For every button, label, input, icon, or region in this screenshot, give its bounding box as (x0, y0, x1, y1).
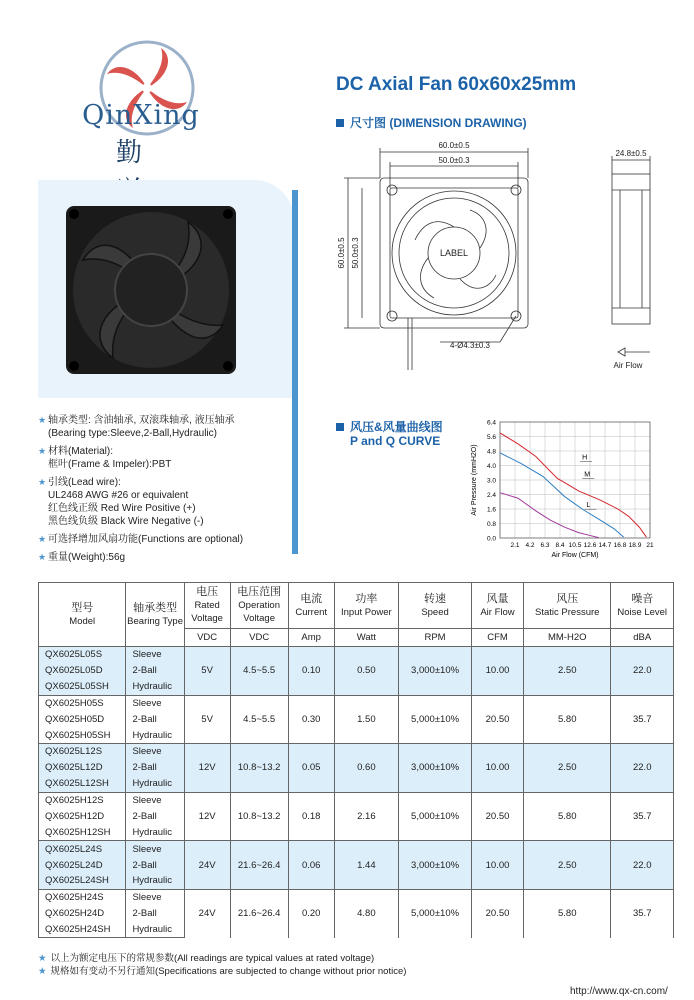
table-cell: Sleeve (126, 647, 184, 663)
x-tick-label: 8.4 (555, 542, 565, 549)
footnote-1: ★ 以上为额定电压下的常规参数(All readings are typical values at rated voltage) (38, 953, 375, 964)
unit-cell: VDC (184, 629, 230, 647)
brand-name-cn: 勤 (115, 138, 166, 168)
pq-section-title: 风压&风量曲线图 (336, 418, 443, 435)
table-row (39, 695, 674, 711)
y-tick-label: 2.4 (486, 492, 496, 499)
table-cell: 35.7 (611, 792, 674, 841)
table-row (39, 792, 674, 808)
spec-material: ★ 材料(Material): 框叶(Frame & Impeler):PBT (38, 446, 172, 470)
width-outer-dim: 60.0±0.5 (438, 141, 470, 150)
x-tick-label: 2.1 (510, 542, 520, 549)
col-header: 功率 Input Power (334, 583, 399, 629)
table-cell: Hydraulic (126, 679, 184, 695)
col-header: 风压 Static Pressure (524, 583, 611, 629)
col-header: 电压范围 Operation Voltage (230, 583, 288, 629)
unit-cell: CFM (471, 629, 523, 647)
spec-functions: ★ 可选择增加风扇功能(Functions are optional) (38, 534, 244, 545)
y-tick-label: 0.8 (486, 521, 496, 528)
table-cell: 0.50 (334, 647, 399, 696)
table-cell: QX6025L05D (39, 663, 126, 679)
table-cell: 12V (184, 792, 230, 841)
table-cell: 21.6~26.4 (230, 889, 288, 938)
table-cell: 24V (184, 841, 230, 890)
table-cell: Hydraulic (126, 727, 184, 743)
table-cell: 10.00 (471, 841, 523, 890)
table-cell: 3,000±10% (399, 841, 472, 890)
y-tick-label: 1.6 (486, 506, 496, 514)
decorative-bar (292, 190, 298, 554)
table-cell: 2-Ball (126, 808, 184, 824)
table-cell: 2.50 (524, 841, 611, 890)
product-photo-panel (38, 180, 294, 398)
table-cell: 0.18 (288, 792, 334, 841)
table-cell: 10.8~13.2 (230, 744, 288, 793)
table-cell: Hydraulic (126, 825, 184, 841)
table-cell: 10.00 (471, 744, 523, 793)
table-cell: 21.6~26.4 (230, 841, 288, 890)
width-inner-dim: 50.0±0.3 (438, 156, 470, 165)
table-cell: 0.05 (288, 744, 334, 793)
height-inner-dim: 50.0±0.3 (351, 237, 360, 269)
col-header: 电流 Current (288, 583, 334, 629)
y-tick-label: 0.0 (486, 535, 496, 543)
table-cell: 2.50 (524, 744, 611, 793)
table-cell: 0.30 (288, 695, 334, 744)
table-cell: QX6025H24D (39, 906, 126, 922)
table-cell: QX6025L05SH (39, 679, 126, 695)
table-cell: QX6025H12S (39, 792, 126, 808)
table-cell: 5,000±10% (399, 792, 472, 841)
y-axis-label: Air Pressure (mmH2O) (471, 444, 478, 516)
x-tick-label: 14.7 (598, 542, 612, 549)
x-tick-label: 6.3 (540, 542, 550, 549)
table-cell: 1.50 (334, 695, 399, 744)
table-cell: 3,000±10% (399, 647, 472, 696)
table-cell: 20.50 (471, 695, 523, 744)
table-row (39, 889, 674, 905)
table-cell: 10.00 (471, 647, 523, 696)
unit-cell: VDC (230, 629, 288, 647)
x-tick-label: 18.9 (628, 542, 642, 549)
table-cell: 5,000±10% (399, 695, 472, 744)
table-cell: 0.10 (288, 647, 334, 696)
table-cell: 20.50 (471, 889, 523, 938)
table-cell: 2.50 (524, 647, 611, 696)
table-cell: QX6025H05SH (39, 727, 126, 743)
table-row (39, 744, 674, 760)
fan-photo (38, 180, 294, 398)
table-cell: QX6025L24S (39, 841, 126, 857)
table-cell: QX6025L12D (39, 760, 126, 776)
table-cell: 2-Ball (126, 760, 184, 776)
airflow-label: Air Flow (613, 361, 643, 370)
table-cell: QX6025H24SH (39, 922, 126, 938)
x-tick-label: 12.6 (583, 542, 597, 549)
table-cell: Hydraulic (126, 873, 184, 889)
series-line-h (500, 433, 646, 537)
table-cell: Hydraulic (126, 922, 184, 938)
x-tick-label: 16.8 (613, 542, 627, 549)
table-cell: 22.0 (611, 841, 674, 890)
table-cell: 22.0 (611, 647, 674, 696)
table-cell: Sleeve (126, 792, 184, 808)
table-cell: QX6025L12S (39, 744, 126, 760)
footnote-2: ★ 规格如有变动不另行通知(Specifications are subjected to change without prior notice) (38, 966, 407, 977)
spec-lead-wire: ★ 引线(Lead wire): UL2468 AWG #26 or equivalent 红色线正级 Red Wire Positive (+) 黑色线负级 Black Wire Negative (-) (38, 477, 204, 527)
table-cell: 22.0 (611, 744, 674, 793)
spec-table (38, 582, 674, 938)
table-cell: 4.5~5.5 (230, 695, 288, 744)
table-cell: Sleeve (126, 744, 184, 760)
col-header: 轴承类型 Bearing Type (126, 583, 184, 647)
dimension-drawing (330, 130, 680, 380)
table-cell: QX6025H24S (39, 889, 126, 905)
table-cell: 3,000±10% (399, 744, 472, 793)
col-header: 噪音 Noise Level (611, 583, 674, 629)
series-label-h: H (582, 454, 588, 462)
table-row (39, 841, 674, 857)
x-tick-label: 10.5 (568, 542, 582, 549)
table-cell: 2.16 (334, 792, 399, 841)
table-cell: 2-Ball (126, 906, 184, 922)
table-cell: QX6025H05S (39, 695, 126, 711)
table-cell: 35.7 (611, 889, 674, 938)
series-label-m: M (584, 471, 591, 479)
table-row (39, 647, 674, 663)
unit-cell: Watt (334, 629, 399, 647)
table-cell: QX6025L05S (39, 647, 126, 663)
table-cell: 5.80 (524, 889, 611, 938)
unit-cell: Amp (288, 629, 334, 647)
unit-cell: RPM (399, 629, 472, 647)
series-label-l: L (586, 502, 591, 510)
table-cell: 4.80 (334, 889, 399, 938)
table-cell: 24V (184, 889, 230, 938)
col-header: 风量 Air Flow (471, 583, 523, 629)
col-header: 转速 Speed (399, 583, 472, 629)
document-title: DC Axial Fan 60x60x25mm (336, 74, 577, 95)
col-header: 电压 Rated Voltage (184, 583, 230, 629)
table-cell: Sleeve (126, 889, 184, 905)
table-cell: Sleeve (126, 841, 184, 857)
table-cell: 0.60 (334, 744, 399, 793)
spec-bearing: ★ 轴承类型: 含油轴承, 双滚珠轴承, 液压轴承 (Bearing type:Sleeve,2-Ball,Hydraulic) (38, 415, 235, 439)
table-cell: QX6025H05D (39, 711, 126, 727)
x-tick-label: 4.2 (525, 542, 535, 549)
brand-name-en: QinXing (82, 100, 200, 131)
table-cell: QX6025H12D (39, 808, 126, 824)
table-cell: 2-Ball (126, 711, 184, 727)
table-cell: 4.5~5.5 (230, 647, 288, 696)
table-cell: 20.50 (471, 792, 523, 841)
depth-dim: 24.8±0.5 (615, 149, 647, 158)
col-header: 型号 Model (39, 583, 126, 647)
table-cell: 12V (184, 744, 230, 793)
y-tick-label: 3.0 (486, 477, 496, 485)
unit-cell: MM-H2O (524, 629, 611, 647)
dimension-section-title: 尺寸图 (DIMENSION DRAWING) (336, 114, 527, 131)
table-cell: 5.80 (524, 792, 611, 841)
y-tick-label: 4.0 (486, 463, 496, 470)
table-cell: 10.8~13.2 (230, 792, 288, 841)
table-cell: QX6025H12SH (39, 825, 126, 841)
spec-weight: ★ 重量(Weight):56g (38, 552, 126, 563)
y-tick-label: 6.4 (486, 419, 496, 427)
table-cell: 2-Ball (126, 857, 184, 873)
table-cell: 2-Ball (126, 663, 184, 679)
pq-curve-chart (468, 412, 680, 568)
table-cell: Sleeve (126, 695, 184, 711)
table-cell: 0.06 (288, 841, 334, 890)
table-cell: 5,000±10% (399, 889, 472, 938)
table-cell: QX6025L24SH (39, 873, 126, 889)
table-cell: QX6025L12SH (39, 776, 126, 792)
table-cell: 5V (184, 695, 230, 744)
table-cell: 1.44 (334, 841, 399, 890)
spec-list (38, 414, 288, 569)
table-cell: 5V (184, 647, 230, 696)
table-cell: 0.20 (288, 889, 334, 938)
unit-cell: dBA (611, 629, 674, 647)
height-outer-dim: 60.0±0.5 (337, 237, 346, 269)
hole-dim: 4-Ø4.3±0.3 (450, 341, 490, 350)
website-url[interactable]: http://www.qx-cn.com/ (570, 986, 668, 997)
table-cell: QX6025L24D (39, 857, 126, 873)
fan-label-text: LABEL (439, 248, 469, 258)
y-tick-label: 5.6 (486, 434, 496, 441)
pq-section-title-en: P and Q CURVE (350, 434, 441, 448)
table-cell: 35.7 (611, 695, 674, 744)
footnotes (38, 952, 406, 978)
table-cell: 5.80 (524, 695, 611, 744)
table-cell: Hydraulic (126, 776, 184, 792)
x-tick-label: 21 (646, 542, 654, 549)
y-tick-label: 4.8 (486, 448, 496, 456)
x-axis-label: Air Flow (CFM) (551, 552, 599, 559)
